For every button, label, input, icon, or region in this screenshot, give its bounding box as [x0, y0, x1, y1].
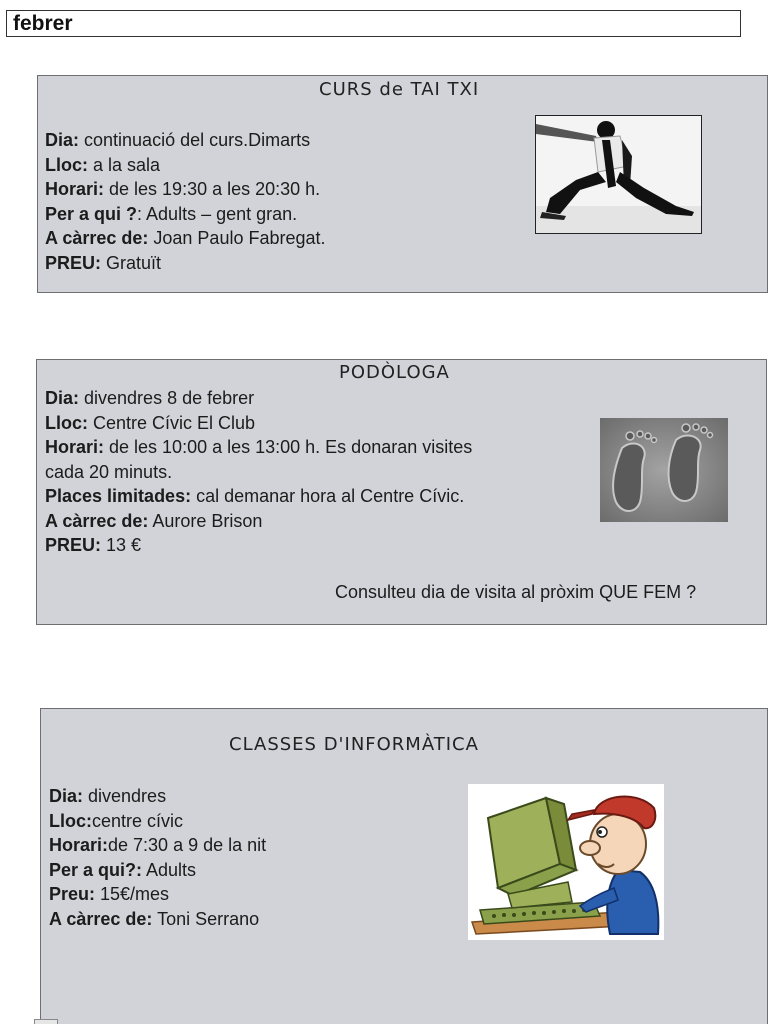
- detail-row-horari-cont: cada 20 minuts.: [45, 461, 173, 482]
- detail-row-per-a-qui: Per a qui ?: Adults – gent gran.: [45, 203, 298, 224]
- page-corner-mark: [34, 1019, 58, 1024]
- detail-row-dia: Dia: continuació del curs.Dimarts: [45, 130, 311, 150]
- detail-row-per-a-qui: Per a qui?: Adults: [49, 859, 197, 880]
- event-title: CURS de TAI TXI: [319, 79, 480, 100]
- event-panel-tai-txi: [37, 75, 768, 293]
- detail-row-lloc: Lloc:centre cívic: [49, 810, 184, 831]
- event-panel-podologa: [36, 359, 767, 625]
- detail-row-dia: Dia: divendres: [49, 786, 167, 806]
- detail-row-lloc: Lloc: Centre Cívic El Club: [45, 412, 256, 433]
- detail-row-a-carrec: A càrrec de: Aurore Brison: [45, 510, 263, 531]
- detail-row-horari: Horari:de 7:30 a 9 de la nit: [49, 835, 267, 855]
- detail-row-places: Places limitades: cal demanar hora al Centre Cívic.: [45, 486, 465, 506]
- detail-row-a-carrec: A càrrec de: Toni Serrano: [49, 908, 260, 929]
- event-title: CLASSES D'INFORMÀTICA: [229, 734, 479, 755]
- footprints-icon: [600, 418, 728, 522]
- detail-row-dia: Dia: divendres 8 de febrer: [45, 388, 255, 408]
- detail-row-preu: PREU: 13 €: [45, 535, 142, 555]
- month-header: [6, 10, 741, 37]
- detail-row-horari: Horari: de les 10:00 a les 13:00 h. Es donaran visites: [45, 437, 473, 457]
- tai-chi-photo-icon: [535, 115, 702, 234]
- detail-row-preu: PREU: Gratuït: [45, 252, 162, 273]
- month-title: febrer: [13, 12, 73, 35]
- detail-row-a-carrec: A càrrec de: Joan Paulo Fabregat.: [45, 228, 326, 248]
- visit-note: Consulteu dia de visita al pròxim QUE FEM ?: [335, 582, 697, 602]
- detail-row-preu: Preu: 15€/mes: [49, 884, 170, 904]
- detail-row-lloc: Lloc: a la sala: [45, 154, 161, 175]
- computer-cartoon-icon: [468, 784, 664, 940]
- event-details: [45, 386, 472, 558]
- event-details: [49, 784, 266, 931]
- event-title: PODÒLOGA: [339, 362, 450, 383]
- event-panel-informatica: [40, 708, 768, 1024]
- event-details: [45, 128, 326, 275]
- detail-row-horari: Horari: de les 19:30 a les 20:30 h.: [45, 179, 321, 199]
